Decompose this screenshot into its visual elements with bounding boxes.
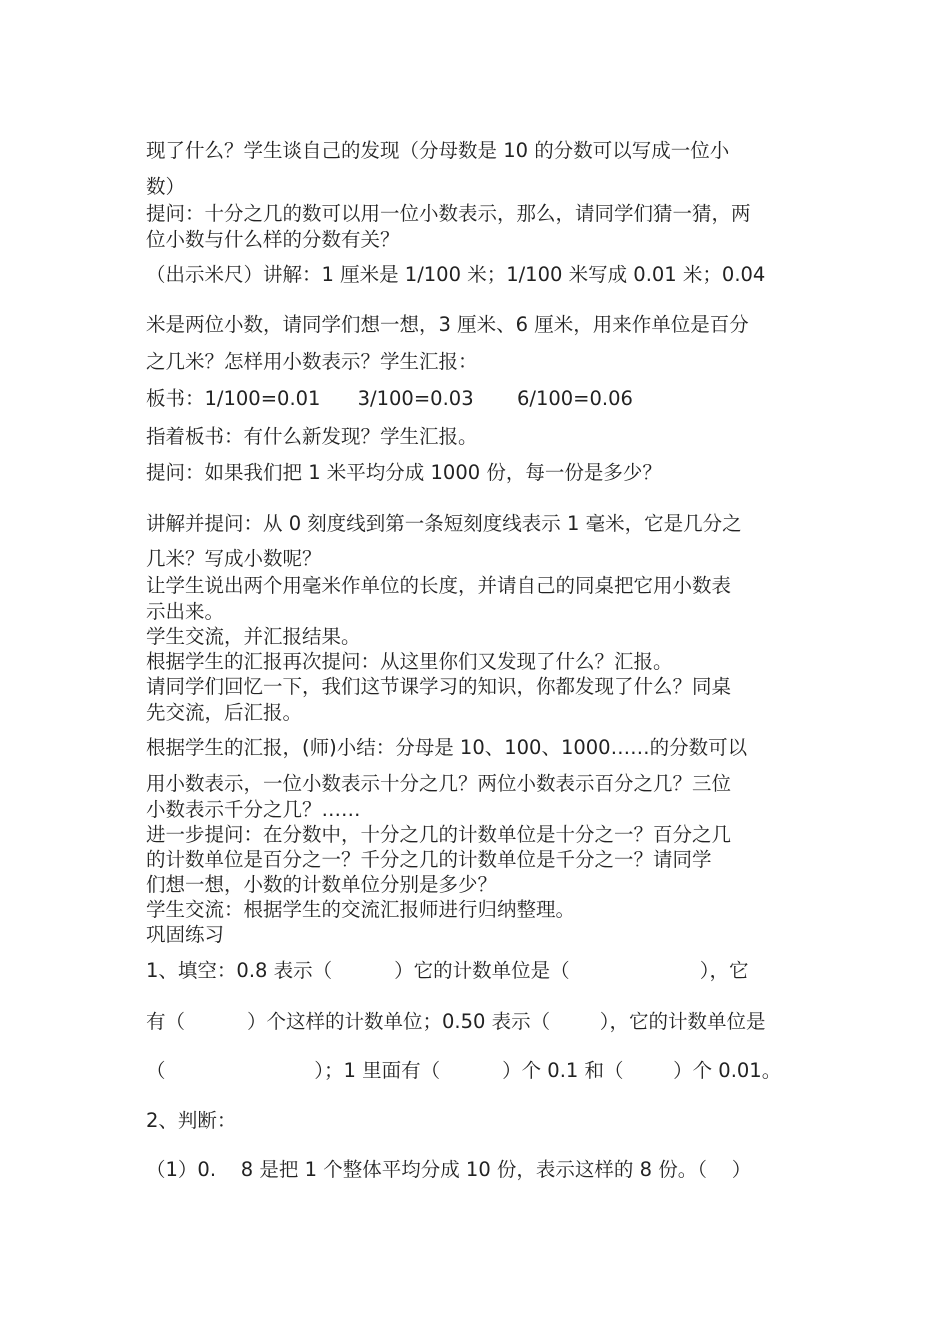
text-line: 指着板书：有什么新发现？学生汇报。 xyxy=(146,425,478,448)
text-line: 有（ ）个这样的计数单位；0.50 表示（ ），它的计数单位是 xyxy=(146,1010,766,1033)
text-line: 1、填空：0.8 表示（ ）它的计数单位是（ ），它 xyxy=(146,959,749,982)
text-line: （出示米尺）讲解：1 厘米是 1/100 米；1/100 米写成 0.01 米；0.04 xyxy=(146,263,766,286)
text-line: 2、判断： xyxy=(146,1109,237,1132)
text-line: （ ）；1 里面有（ ）个 0.1 和（ ）个 0.01。 xyxy=(146,1059,782,1082)
text-line: 让学生说出两个用毫米作单位的长度，并请自己的同桌把它用小数表 xyxy=(146,574,732,597)
text-line: 讲解并提问：从 0 刻度线到第一条短刻度线表示 1 毫米，它是几分之 xyxy=(146,512,742,535)
text-line: 们想一想，小数的计数单位分别是多少？ xyxy=(146,873,498,896)
text-line: 的计数单位是百分之一？千分之几的计数单位是千分之一？请同学 xyxy=(146,848,712,871)
text-line: 板书：1/100=0.01 3/100=0.03 6/100=0.06 xyxy=(146,387,633,410)
text-line: 数） xyxy=(146,175,186,198)
text-line: 现了什么？学生谈自己的发现（分母数是 10 的分数可以写成一位小 xyxy=(146,139,730,162)
text-line: 几米？写成小数呢？ xyxy=(146,547,322,570)
text-line: 根据学生的汇报，(师)小结：分母是 10、100、1000……的分数可以 xyxy=(146,736,748,759)
text-line: 学生交流：根据学生的交流汇报师进行归纳整理。 xyxy=(146,898,576,921)
text-line: 示出来。 xyxy=(146,600,225,623)
text-line: 小数表示千分之几？…… xyxy=(146,798,361,821)
text-line: 位小数与什么样的分数有关？ xyxy=(146,228,400,251)
text-line: 提问：十分之几的数可以用一位小数表示，那么，请同学们猜一猜，两 xyxy=(146,202,751,225)
text-line: 用小数表示，一位小数表示十分之几？两位小数表示百分之几？三位 xyxy=(146,772,732,795)
text-line: （1）0. 8 是把 1 个整体平均分成 10 份，表示这样的 8 份。（ ） xyxy=(146,1158,752,1181)
text-line: 根据学生的汇报再次提问：从这里你们又发现了什么？汇报。 xyxy=(146,650,673,673)
section-heading: 巩固练习 xyxy=(146,923,225,946)
text-line: 学生交流，并汇报结果。 xyxy=(146,625,361,648)
text-line: 先交流，后汇报。 xyxy=(146,701,303,724)
text-line: 请同学们回忆一下，我们这节课学习的知识，你都发现了什么？同桌 xyxy=(146,675,732,698)
text-line: 进一步提问：在分数中，十分之几的计数单位是十分之一？百分之几 xyxy=(146,823,732,846)
text-line: 之几米？怎样用小数表示？学生汇报： xyxy=(146,350,478,373)
text-line: 提问：如果我们把 1 米平均分成 1000 份，每一份是多少？ xyxy=(146,461,662,484)
text-line: 米是两位小数，请同学们想一想，3 厘米、6 厘米，用来作单位是百分 xyxy=(146,313,749,336)
